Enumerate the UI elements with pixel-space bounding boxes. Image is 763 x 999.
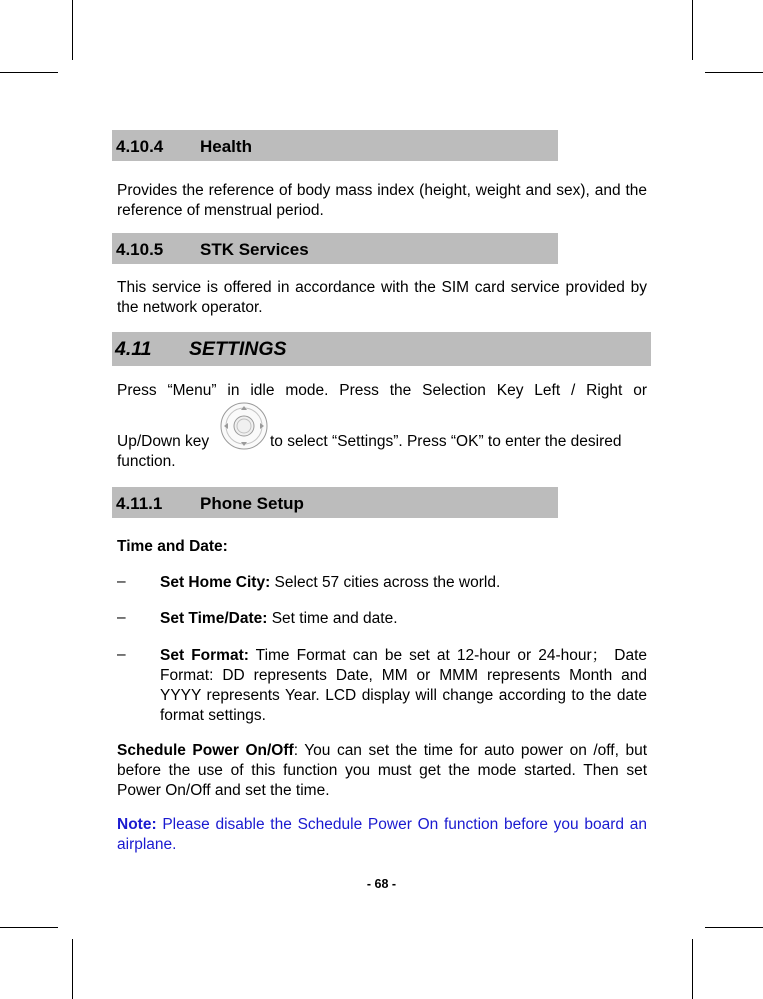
section-heading-health [112,130,558,161]
crop-mark [705,72,763,73]
crop-mark [692,0,693,60]
crop-mark [72,0,73,60]
settings-intro-text: Up/Down key [117,433,210,450]
chapter-title: SETTINGS [189,338,287,360]
settings-intro-line1 [117,381,647,401]
bullet-text: Set time and date. [267,610,398,627]
note-paragraph [117,815,647,855]
note-label: Note: [117,816,157,833]
settings-intro-line2-after [270,432,647,452]
subheading: Time and Date: [117,538,228,555]
bullet-label: Set Home City: [160,574,271,591]
section-heading-phone-setup [112,487,558,518]
bullet-label: Set Time/Date: [160,610,268,627]
chapter-number: 4.11 [115,338,152,360]
section-title: Phone Setup [200,494,304,513]
bullet-time-date [160,609,647,629]
section-number: 4.10.4 [116,137,164,156]
crop-mark [0,927,58,928]
bullet-format [160,646,647,726]
crop-mark [0,72,58,73]
section-number: 4.11.1 [116,494,163,513]
section-title: STK Services [200,240,309,259]
navigation-key-icon [220,402,268,450]
time-and-date-heading [117,537,647,557]
section-heading-stk [112,233,558,264]
bullet-dash: – [117,573,126,590]
bullet-home-city [160,573,647,593]
section-number: 4.10.5 [116,240,164,259]
bullet-text: Time Format can be set at 12-hour or 24-hour； Date Format: DD represents Date, MM or MMM represents Month and YYYY represents Year. LCD display will change according to the date format settings. [160,647,647,724]
bullet-dash: – [117,646,126,663]
page-number: - 68 - [366,877,397,891]
settings-intro-text: to select “Settings”. Press “OK” to enter the desired [270,433,622,450]
chapter-heading-settings [112,332,651,366]
crop-mark [72,939,73,999]
bullet-label: Set Format: [160,647,249,664]
schedule-text: : You can set the time for auto power on /off, but before the use of this function you must get the mode started. Then set Power On/Off and set the time. [117,742,647,799]
stk-description: This service is offered in accordance with the SIM card service provided by the network operator. [117,279,647,316]
schedule-power-paragraph [117,741,647,801]
crop-mark [692,939,693,999]
note-text: Please disable the Schedule Power On function before you board an airplane. [117,816,647,853]
schedule-label: Schedule Power On/Off [117,742,294,759]
health-description: Provides the reference of body mass index (height, weight and sex), and the reference of menstrual period. [117,182,647,219]
bullet-text: Select 57 cities across the world. [270,574,501,591]
settings-intro-line3: function. [117,453,176,470]
settings-intro-text: Press “Menu” in idle mode. Press the Selection Key Left / Right or [117,382,647,399]
bullet-dash: – [117,609,126,626]
section-title: Health [200,137,252,156]
crop-mark [705,927,763,928]
